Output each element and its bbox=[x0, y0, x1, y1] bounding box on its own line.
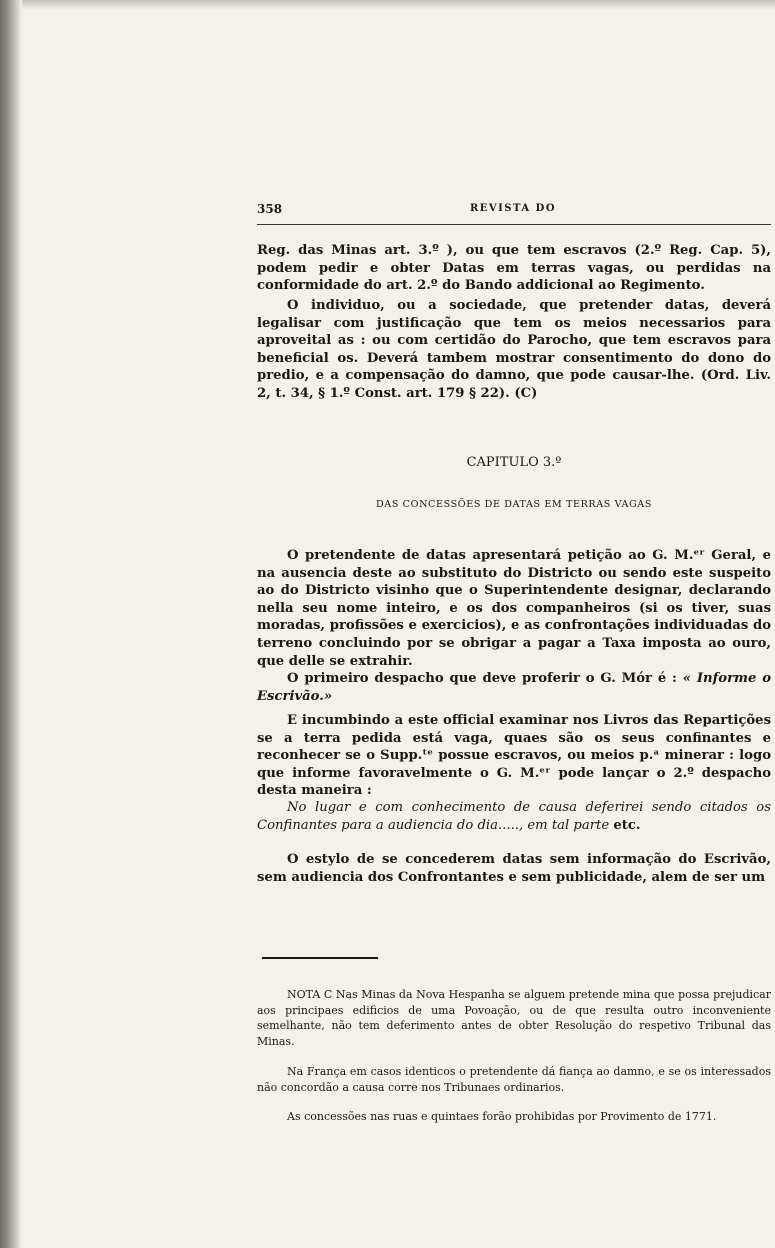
running-header bbox=[257, 202, 769, 224]
running-title: REVISTA DO bbox=[469, 203, 557, 214]
body-paragraph-2 bbox=[257, 670, 771, 705]
footnote-label: NOTA C bbox=[287, 988, 333, 1001]
body-paragraph-5: O estylo de se concederem datas sem informação do Escrivão, sem audiencia dos Confrontantes e sem publicidade, alem de ser um bbox=[257, 852, 771, 885]
chapter-title: CAPITULO 3.º bbox=[466, 455, 562, 470]
body-paragraph-4 bbox=[257, 799, 771, 834]
footnote-1-text: Nas Minas da Nova Hespanha se alguem pretende mina que possa prejudicar aos principaes edificios de uma Povoação, ou de que resulta outro inconveniente semelhante, não tem deferimento antes de obter Resolução do respetivo Tribunal das Minas. bbox=[257, 988, 771, 1049]
chapter-subtitle: DAS CONCESSÕES DE DATAS EM TERRAS VAGAS bbox=[376, 499, 652, 510]
footnote-2: Na França em casos identicos o pretendente dá fiança ao damno, e se os interessados não concordão a causa corre nos Tribunaes ordinarios. bbox=[257, 1065, 771, 1094]
intro-paragraph-1: Reg. das Minas art. 3.º ), ou que tem escravos (2.º Reg. Cap. 5), podem pedir e obter Datas em terras vagas, ou perdidas na conformidade do art. 2.º do Bando addicional ao Regimento. bbox=[257, 243, 771, 294]
etc-text: etc. bbox=[613, 817, 641, 833]
body-paragraph-1: O pretendente de datas apresentará petição ao G. M.ᵉʳ Geral, e na ausencia deste ao substituto do Districto ou sendo este suspeito ao do Districto visinho que o Superintendente designar, declarando nella seu nome inteiro, e os dos companheiros (si os tiver, suas moradas, profissões e exercicios), e as confrontações individuadas do terreno concluindo por se obrigar a pagar a Taxa imposta ao ouro, que delle se extrahir. bbox=[257, 548, 771, 669]
body-paragraph-3: E incumbindo a este official examinar nos Livros das Repartições se a terra pedida está vaga, quaes são os seus confinantes e reconhecer se o Supp.ᵗᵉ possue escravos, ou meios p.ᵃ minerar : logo que informe favoravelmente o G. M.ᵉʳ pode lançar o 2.º despacho desta maneira : bbox=[257, 713, 771, 799]
second-dispatch-formula: No lugar e com conhecimento de causa deferirei sendo citados os Confinantes para a audiencia do dia....., em tal parte bbox=[257, 800, 771, 833]
intro-paragraph-2: O individuo, ou a sociedade, que pretender datas, deverá legalisar com justificação que tem os meios necessarios para aproveital as : ou com certidão do Parocho, que tem escravos para beneficial os. Deverá tambem mostrar consentimento do dono do predio, e a compensação do damno, que pode causar-lhe. (Ord. Liv. 2, t. 34, § 1.º Const. art. 179 § 22). (C) bbox=[257, 298, 771, 401]
footnote-rule bbox=[262, 957, 378, 959]
first-dispatch-text: O primeiro despacho que deve proferir o G. Mór é : bbox=[287, 671, 677, 686]
footnote-3: As concessões nas ruas e quintaes forão prohibidas por Provimento de 1771. bbox=[287, 1110, 717, 1123]
header-rule bbox=[257, 224, 771, 225]
page-number: 358 bbox=[257, 202, 283, 216]
footnote-1 bbox=[257, 987, 771, 1050]
first-dispatch-quote: « Informe o Escrivão.» bbox=[257, 671, 771, 704]
